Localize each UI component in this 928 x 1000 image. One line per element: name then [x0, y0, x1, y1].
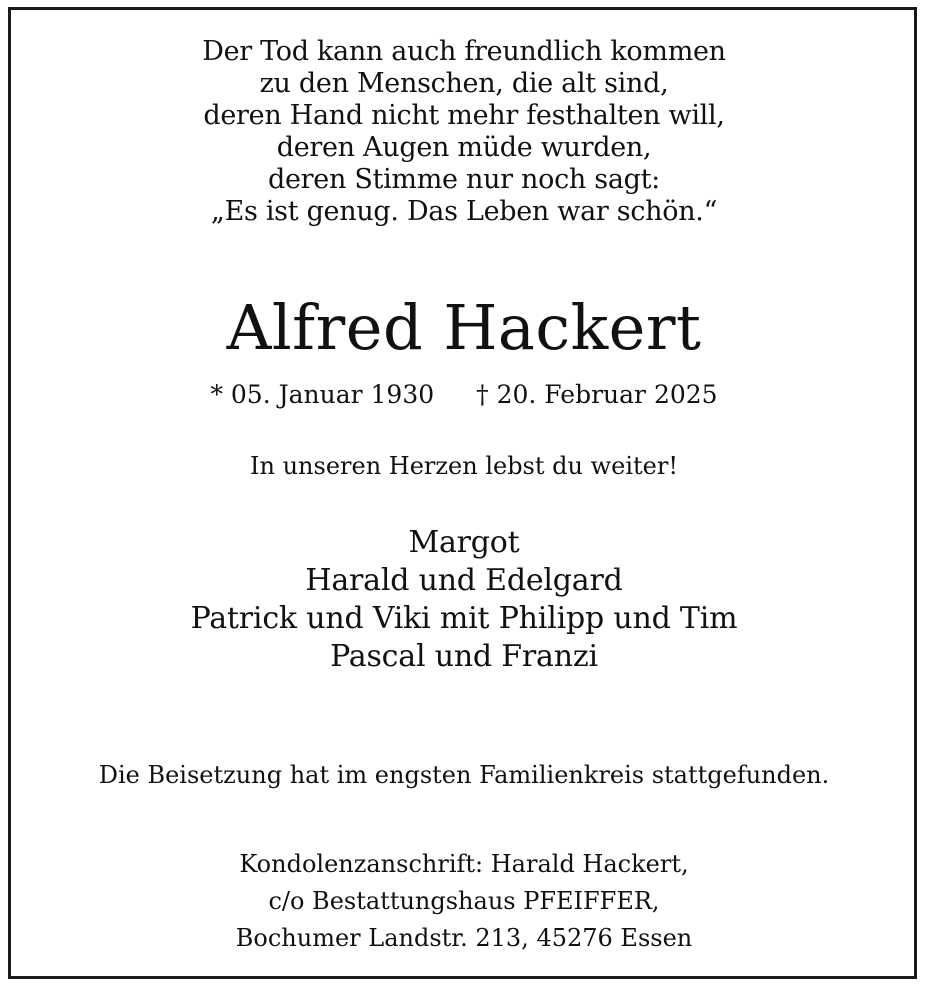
poem-line: deren Hand nicht mehr festhalten will,	[203, 100, 725, 131]
memorial-motto: In unseren Herzen lebst du weiter!	[250, 452, 678, 480]
address-line: Kondolenzanschrift: Harald Hackert,	[239, 850, 689, 878]
birth-date: * 05. Januar 1930	[210, 380, 435, 409]
family-line: Patrick und Viki mit Philipp und Tim	[190, 601, 738, 636]
poem-line: „Es ist genug. Das Leben war schön.“	[210, 196, 718, 227]
poem-line: deren Stimme nur noch sagt:	[268, 164, 660, 195]
family-line: Harald und Edelgard	[305, 563, 623, 598]
poem	[0, 36, 928, 228]
death-date: † 20. Februar 2025	[476, 380, 718, 409]
condolence-address	[0, 846, 928, 957]
family-signatures	[0, 524, 928, 676]
poem-line: Der Tod kann auch freundlich kommen	[202, 36, 726, 67]
poem-line: deren Augen müde wurden,	[276, 132, 652, 163]
burial-note: Die Beisetzung hat im engsten Familienkreis stattgefunden.	[98, 761, 830, 789]
address-line: c/o Bestattungshaus PFEIFFER,	[268, 887, 660, 915]
life-dates	[0, 375, 928, 415]
family-line: Margot	[408, 525, 520, 560]
family-line: Pascal und Franzi	[330, 639, 598, 674]
deceased-name: Alfred Hackert	[226, 291, 702, 364]
address-line: Bochumer Landstr. 213, 45276 Essen	[235, 924, 693, 952]
poem-line: zu den Menschen, die alt sind,	[259, 68, 669, 99]
